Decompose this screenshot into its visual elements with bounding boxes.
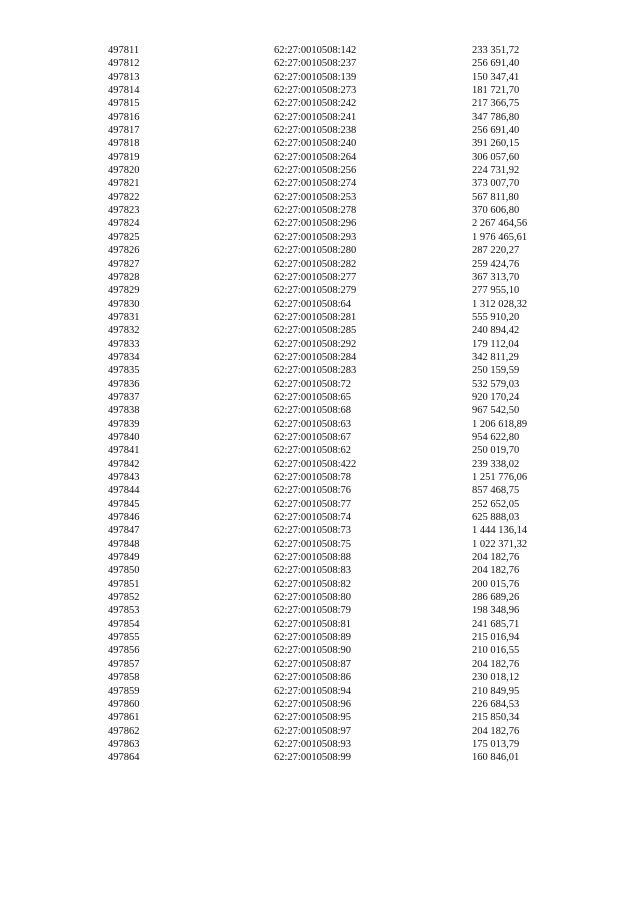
value-cell: 179 112,04 xyxy=(472,338,519,350)
record-number-cell: 497863 xyxy=(108,738,140,750)
cadastral-number-cell: 62:27:0010508:68 xyxy=(274,405,352,417)
value-cell: 210 849,95 xyxy=(472,685,520,697)
value-cell: 204 182,76 xyxy=(472,658,520,670)
value-cell: 306 057,60 xyxy=(472,151,520,163)
table-row xyxy=(108,177,592,190)
cadastral-number-cell: 62:27:0010508:273 xyxy=(274,85,357,97)
table-row xyxy=(108,124,592,137)
table-row xyxy=(108,538,592,551)
cadastral-number-cell: 62:27:0010508:274 xyxy=(274,178,357,190)
record-number-cell: 497857 xyxy=(108,658,140,670)
value-cell: 217 366,75 xyxy=(472,98,520,110)
cadastral-number-cell: 62:27:0010508:256 xyxy=(274,165,357,177)
table-row xyxy=(108,151,592,164)
cadastral-number-cell: 62:27:0010508:67 xyxy=(274,431,352,443)
cadastral-number-cell: 62:27:0010508:142 xyxy=(274,45,357,56)
value-cell: 1 976 465,61 xyxy=(472,231,528,243)
value-cell: 241 685,71 xyxy=(472,618,520,630)
table-row xyxy=(108,217,592,230)
record-number-cell: 497830 xyxy=(108,298,140,310)
record-number-cell: 497833 xyxy=(108,338,140,350)
table-row xyxy=(108,258,592,271)
cadastral-number-cell: 62:27:0010508:90 xyxy=(274,645,352,657)
cadastral-number-cell: 62:27:0010508:73 xyxy=(274,525,352,537)
record-number-cell: 497840 xyxy=(108,431,140,443)
value-cell: 160 846,01 xyxy=(472,752,520,764)
record-number-cell: 497834 xyxy=(108,351,140,363)
table-row xyxy=(108,751,592,764)
record-number-cell: 497832 xyxy=(108,325,140,337)
cadastral-number-cell: 62:27:0010508:241 xyxy=(274,111,357,123)
cadastral-number-cell: 62:27:0010508:99 xyxy=(274,752,352,764)
cadastral-number-cell: 62:27:0010508:293 xyxy=(274,231,357,243)
record-number-cell: 497844 xyxy=(108,485,140,497)
record-number-cell: 497817 xyxy=(108,125,140,137)
value-cell: 287 220,27 xyxy=(472,245,520,257)
value-cell: 215 016,94 xyxy=(472,632,520,644)
record-number-cell: 497843 xyxy=(108,472,140,483)
cadastral-number-cell: 62:27:0010508:242 xyxy=(274,98,357,110)
cadastral-number-cell: 62:27:0010508:86 xyxy=(274,672,352,684)
cadastral-number-cell: 62:27:0010508:76 xyxy=(274,485,352,497)
value-cell: 2 267 464,56 xyxy=(472,218,528,230)
value-cell: 250 019,70 xyxy=(472,445,520,457)
cadastral-number-cell: 62:27:0010508:237 xyxy=(274,58,357,70)
cadastral-number-cell: 62:27:0010508:284 xyxy=(274,351,357,363)
table-row xyxy=(108,484,592,497)
record-number-cell: 497837 xyxy=(108,391,140,403)
value-cell: 233 351,72 xyxy=(472,45,520,56)
table-row xyxy=(108,271,592,284)
cadastral-number-cell: 62:27:0010508:83 xyxy=(274,565,352,577)
cadastral-number-cell: 62:27:0010508:280 xyxy=(274,245,357,257)
value-cell: 181 721,70 xyxy=(472,85,520,97)
cadastral-number-cell: 62:27:0010508:63 xyxy=(274,418,352,430)
record-number-cell: 497836 xyxy=(108,378,140,390)
value-cell: 967 542,50 xyxy=(472,405,520,417)
cadastral-number-cell: 62:27:0010508:278 xyxy=(274,205,357,217)
record-number-cell: 497839 xyxy=(108,418,140,430)
cadastral-number-cell: 62:27:0010508:97 xyxy=(274,725,352,737)
cadastral-number-cell: 62:27:0010508:96 xyxy=(274,698,352,710)
table-row xyxy=(108,298,592,311)
cadastral-number-cell: 62:27:0010508:88 xyxy=(274,552,352,564)
value-cell: 1 022 371,32 xyxy=(472,538,528,550)
record-number-cell: 497858 xyxy=(108,672,140,684)
value-cell: 347 786,80 xyxy=(472,111,520,123)
cadastral-number-cell: 62:27:0010508:94 xyxy=(274,685,352,697)
cadastral-number-cell: 62:27:0010508:64 xyxy=(274,298,352,310)
cadastral-number-cell: 62:27:0010508:72 xyxy=(274,378,352,390)
table-row xyxy=(108,338,592,351)
table-row xyxy=(108,685,592,698)
value-cell: 367 313,70 xyxy=(472,271,520,283)
value-cell: 1 251 776,06 xyxy=(472,472,528,483)
record-number-cell: 497852 xyxy=(108,592,140,604)
value-cell: 625 888,03 xyxy=(472,512,520,524)
record-number-cell: 497846 xyxy=(108,512,140,524)
table-row xyxy=(108,378,592,391)
cadastral-number-cell: 62:27:0010508:78 xyxy=(274,472,352,483)
value-cell: 256 691,40 xyxy=(472,125,520,137)
value-cell: 204 182,76 xyxy=(472,725,520,737)
value-cell: 391 260,15 xyxy=(472,138,520,150)
table-row xyxy=(108,44,592,57)
table-row xyxy=(108,644,592,657)
table-row xyxy=(108,551,592,564)
value-cell: 230 018,12 xyxy=(472,672,520,684)
table-row xyxy=(108,71,592,84)
value-cell: 370 606,80 xyxy=(472,205,520,217)
record-number-cell: 497814 xyxy=(108,85,140,97)
value-cell: 342 811,29 xyxy=(472,351,519,363)
cadastral-number-cell: 62:27:0010508:282 xyxy=(274,258,357,270)
cadastral-number-cell: 62:27:0010508:65 xyxy=(274,391,352,403)
table-row xyxy=(108,431,592,444)
cadastral-number-cell: 62:27:0010508:82 xyxy=(274,578,352,590)
cadastral-number-cell: 62:27:0010508:277 xyxy=(274,271,357,283)
cadastral-number-cell: 62:27:0010508:75 xyxy=(274,538,352,550)
record-number-cell: 497828 xyxy=(108,271,140,283)
value-cell: 250 159,59 xyxy=(472,365,520,377)
record-number-cell: 497825 xyxy=(108,231,140,243)
value-cell: 920 170,24 xyxy=(472,391,520,403)
record-number-cell: 497849 xyxy=(108,552,140,564)
cadastral-number-cell: 62:27:0010508:62 xyxy=(274,445,352,457)
table-row xyxy=(108,725,592,738)
record-number-cell: 497827 xyxy=(108,258,140,270)
table-row xyxy=(108,111,592,124)
table-row xyxy=(108,351,592,364)
cadastral-number-cell: 62:27:0010508:296 xyxy=(274,218,357,230)
record-number-cell: 497861 xyxy=(108,712,140,724)
table-row xyxy=(108,57,592,70)
record-number-cell: 497818 xyxy=(108,138,140,150)
table-row xyxy=(108,578,592,591)
value-cell: 239 338,02 xyxy=(472,458,520,470)
cadastral-number-cell: 62:27:0010508:74 xyxy=(274,512,352,524)
table-row xyxy=(108,631,592,644)
value-cell: 373 007,70 xyxy=(472,178,520,190)
record-number-cell: 497815 xyxy=(108,98,140,110)
table-row xyxy=(108,524,592,537)
record-number-cell: 497848 xyxy=(108,538,140,550)
table-row xyxy=(108,738,592,751)
record-number-cell: 497860 xyxy=(108,698,140,710)
table-row xyxy=(108,591,592,604)
table-row xyxy=(108,84,592,97)
value-cell: 150 347,41 xyxy=(472,71,520,83)
table-row xyxy=(108,97,592,110)
record-number-cell: 497856 xyxy=(108,645,140,657)
record-number-cell: 497862 xyxy=(108,725,140,737)
value-cell: 555 910,20 xyxy=(472,311,520,323)
record-number-cell: 497859 xyxy=(108,685,140,697)
cadastral-number-cell: 62:27:0010508:89 xyxy=(274,632,352,644)
value-cell: 224 731,92 xyxy=(472,165,520,177)
value-cell: 226 684,53 xyxy=(472,698,520,710)
value-cell: 857 468,75 xyxy=(472,485,520,497)
table-row xyxy=(108,191,592,204)
table-row xyxy=(108,671,592,684)
value-cell: 1 206 618,89 xyxy=(472,418,528,430)
cadastral-number-cell: 62:27:0010508:77 xyxy=(274,498,352,510)
record-number-cell: 497811 xyxy=(108,45,140,56)
record-number-cell: 497821 xyxy=(108,178,140,190)
table-row xyxy=(108,311,592,324)
table-row xyxy=(108,498,592,511)
value-cell: 215 850,34 xyxy=(472,712,520,724)
record-number-cell: 497864 xyxy=(108,752,140,764)
record-number-cell: 497812 xyxy=(108,58,140,70)
table-row xyxy=(108,564,592,577)
table-row xyxy=(108,404,592,417)
value-cell: 286 689,26 xyxy=(472,592,520,604)
value-cell: 256 691,40 xyxy=(472,58,520,70)
cadastral-number-cell: 62:27:0010508:285 xyxy=(274,325,357,337)
cadastral-number-cell: 62:27:0010508:139 xyxy=(274,71,357,83)
cadastral-number-cell: 62:27:0010508:240 xyxy=(274,138,357,150)
record-number-cell: 497820 xyxy=(108,165,140,177)
value-cell: 210 016,55 xyxy=(472,645,520,657)
record-number-cell: 497841 xyxy=(108,445,140,457)
value-cell: 200 015,76 xyxy=(472,578,520,590)
cadastral-number-cell: 62:27:0010508:281 xyxy=(274,311,357,323)
cadastral-number-cell: 62:27:0010508:95 xyxy=(274,712,352,724)
record-number-cell: 497842 xyxy=(108,458,140,470)
cadastral-number-cell: 62:27:0010508:80 xyxy=(274,592,352,604)
cadastral-number-cell: 62:27:0010508:279 xyxy=(274,285,357,297)
value-cell: 252 652,05 xyxy=(472,498,520,510)
value-cell: 198 348,96 xyxy=(472,605,520,617)
table-row xyxy=(108,137,592,150)
record-number-cell: 497831 xyxy=(108,311,140,323)
table-row xyxy=(108,284,592,297)
record-number-cell: 497824 xyxy=(108,218,140,230)
table-row xyxy=(108,204,592,217)
record-number-cell: 497854 xyxy=(108,618,140,630)
value-cell: 175 013,79 xyxy=(472,738,520,750)
value-cell: 240 894,42 xyxy=(472,325,520,337)
record-number-cell: 497819 xyxy=(108,151,140,163)
table-row xyxy=(108,711,592,724)
table-row xyxy=(108,604,592,617)
record-number-cell: 497855 xyxy=(108,632,140,644)
table-row xyxy=(108,231,592,244)
record-number-cell: 497847 xyxy=(108,525,140,537)
record-number-cell: 497850 xyxy=(108,565,140,577)
table-row xyxy=(108,244,592,257)
cadastral-number-cell: 62:27:0010508:87 xyxy=(274,658,352,670)
table-row xyxy=(108,458,592,471)
records-table-body xyxy=(108,44,592,765)
record-number-cell: 497826 xyxy=(108,245,140,257)
cadastral-number-cell: 62:27:0010508:238 xyxy=(274,125,357,137)
record-number-cell: 497835 xyxy=(108,365,140,377)
value-cell: 204 182,76 xyxy=(472,565,520,577)
record-number-cell: 497853 xyxy=(108,605,140,617)
value-cell: 532 579,03 xyxy=(472,378,520,390)
table-row xyxy=(108,164,592,177)
record-number-cell: 497823 xyxy=(108,205,140,217)
cadastral-number-cell: 62:27:0010508:253 xyxy=(274,191,357,203)
table-row xyxy=(108,391,592,404)
table-row xyxy=(108,444,592,457)
value-cell: 1 444 136,14 xyxy=(472,525,528,537)
table-row xyxy=(108,324,592,337)
record-number-cell: 497816 xyxy=(108,111,140,123)
record-number-cell: 497822 xyxy=(108,191,140,203)
cadastral-number-cell: 62:27:0010508:79 xyxy=(274,605,352,617)
value-cell: 954 622,80 xyxy=(472,431,520,443)
table-row xyxy=(108,698,592,711)
table-row xyxy=(108,658,592,671)
record-number-cell: 497829 xyxy=(108,285,140,297)
table-row xyxy=(108,418,592,431)
record-number-cell: 497845 xyxy=(108,498,140,510)
table-row xyxy=(108,511,592,524)
cadastral-number-cell: 62:27:0010508:264 xyxy=(274,151,357,163)
cadastral-number-cell: 62:27:0010508:81 xyxy=(274,618,352,630)
record-number-cell: 497851 xyxy=(108,578,140,590)
cadastral-number-cell: 62:27:0010508:422 xyxy=(274,458,357,470)
table-row xyxy=(108,618,592,631)
cadastral-number-cell: 62:27:0010508:292 xyxy=(274,338,357,350)
cadastral-number-cell: 62:27:0010508:93 xyxy=(274,738,352,750)
record-number-cell: 497813 xyxy=(108,71,140,83)
table-row xyxy=(108,471,592,484)
cadastral-number-cell: 62:27:0010508:283 xyxy=(274,365,357,377)
table-row xyxy=(108,364,592,377)
records-table xyxy=(108,44,592,765)
value-cell: 567 811,80 xyxy=(472,191,519,203)
value-cell: 204 182,76 xyxy=(472,552,520,564)
record-number-cell: 497838 xyxy=(108,405,140,417)
value-cell: 259 424,76 xyxy=(472,258,520,270)
value-cell: 1 312 028,32 xyxy=(472,298,528,310)
value-cell: 277 955,10 xyxy=(472,285,520,297)
